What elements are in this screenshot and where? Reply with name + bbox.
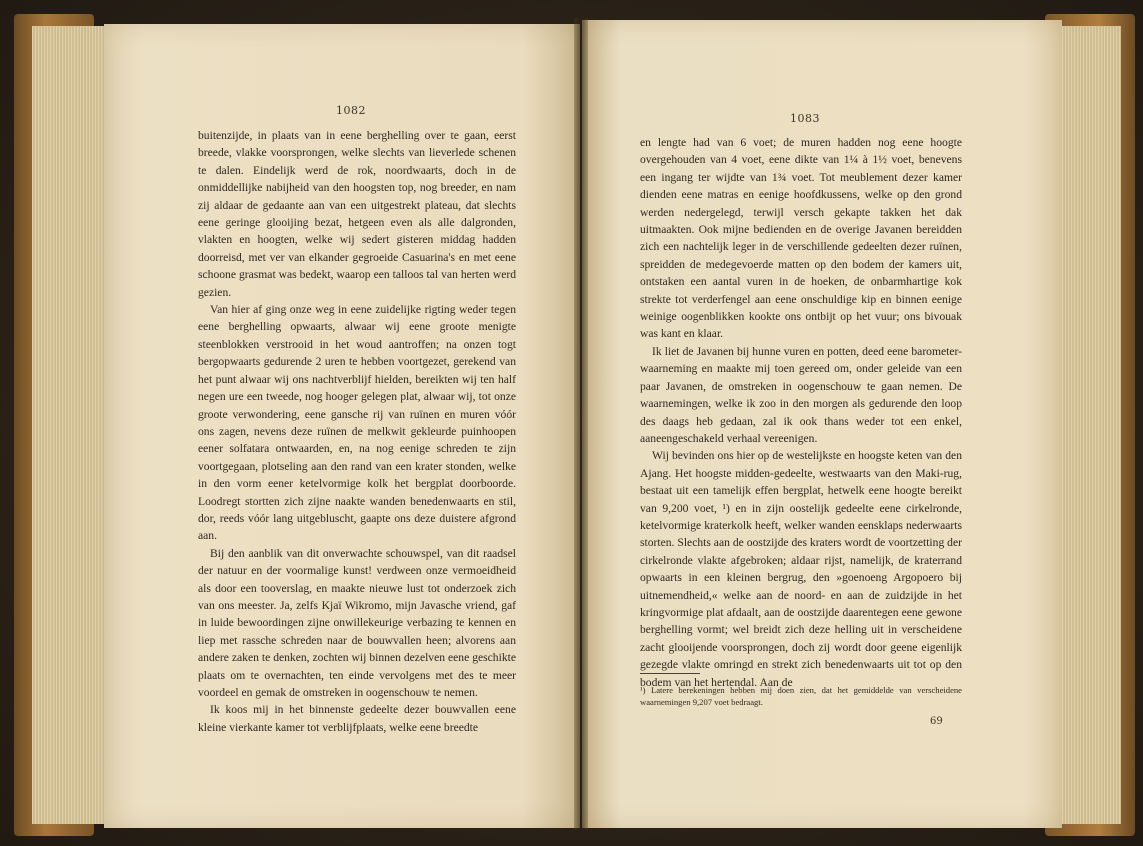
right-page-edges [1059, 26, 1121, 824]
left-page-text [198, 127, 516, 736]
right-page-text [640, 134, 962, 691]
paragraph: en lengte had van 6 voet; de muren hadden nog eene hoogte overgehouden van 4 voet, eene dikte van 1¼ à 1½ voet, benevens een ingang ter wijdte van 1¾ voet. Tot meublement dezer kamer dienden eene matras en eenige hoofdkussens, welke op den grond werden nedergelegd, terwijl versch gekapte takken het dak uitmaakten. Ook mijne bedienden en de overige Javanen bereidden zich een nachtelijk leger in de verschillende gedeelten dezer ruïnen, spreidden de medegevoerde matten op den bodem der kamers uit, ontstaken een aantal vuren in de hoeken, de onbarmhartige kok strekte tot verderfengel aan eene onschuldige kip en binnen eenige weinige oogenblikken kookte ons ontbijt op het vuur; ons bivouak was kant en klaar. [640, 136, 962, 341]
paragraph: Ik liet de Javanen bij hunne vuren en potten, deed eene barometer-waarneming en maakte mij toen gereed om, onder geleide van een paar Javanen, de omstreken in oogenschouw te gaan nemen. De waarnemingen, welke ik zoo in den morgen als gedurende den loop des daags heb gedaan, zal ik ook thans weder tot een enkel, aaneengeschakeld verhaal vereenigen. [640, 344, 962, 445]
footnote-rule [640, 673, 700, 674]
paragraph: Bij den aanblik van dit onverwachte schouwspel, van dit raadsel der natuur en der voormalige kunst! verdween onze vermoeidheid als door een tooverslag, en maakte nieuwe lust tot onderzoek zich van ons meester. Ja, zelfs Kjaï Wikromo, mijn Javasche vriend, gaf in luide bewoordingen zijne onwillekeurige verbazing te kennen en liep met rassche schreden naar de bouwvallen heen; alvorens aan andere zaken te denken, zochten wij binnen dezelven eene geschikte plaats om te overnachten, ten einde vervolgens met des te meer voordeel en gemak de omstreken in oogenschouw te nemen. [198, 546, 516, 699]
book-gutter [574, 18, 588, 830]
left-page-edges [32, 26, 108, 824]
paragraph: Wij bevinden ons hier op de westelijkste en hoogste keten van den Ajang. Het hoogste midden-gedeelte, westwaarts van den Maki-rug, bestaat uit een tamelijk effen bergplat, hetwelk eene hoogte bereikt van 9,200 voet, ¹) en in zijn oostelijk gedeelte eene cirkelronde, ketelvormige kraterkolk heeft, welker wanden eensklaps nederwaarts storten. Slechts aan de oostzijde des kraters wordt de voortzetting der cirkelronde vlakte afgebroken; aldaar rijst, namelijk, de kraterrand opwaarts in een kleinen bergrug, den »goenoeng Argopoero bij uitnemendheid,« welke aan de noord- en aan de zuidzijde in het kringvormige plat afdaalt, aan de oostzijde daarentegen eene gewone berghelling vormt; wel breidt zich deze helling uit in verscheidene zacht glooijende voorsprongen, doch zij wordt door geene eigenlijk gezegde vlakte omringd en strekt zich benedenwaarts uit tot op den bodem van het hertendal. Aan de [640, 449, 962, 689]
right-page-number: 1083 [790, 112, 820, 125]
left-page-number: 1082 [336, 104, 366, 117]
signature-mark: 69 [930, 716, 943, 727]
paragraph: Ik koos mij in het binnenste gedeelte dezer bouwvallen eene kleine vierkante kamer tot verblijfplaats, welke eene breedte [198, 703, 516, 734]
paragraph: buitenzijde, in plaats van in eene berghelling over te gaan, eerst breede, vlakke voorsprongen, welke slechts van lieverlede schenen te dalen. Eindelijk werd de rok, noordwaarts, doch in de onmiddellijke nabijheid van den hoogsten top, nog breeder, en nam zij aldaar de gedaante aan van een uitgestrekt plateau, dat slechts eene geringe glooijing bezat, hetgeen even als alle dalgronden, vlakten en hoogten, welke wij sedert gisteren middag hadden doorreisd, met ver van elkander gegroeide Casuarina's en met eene schoone grasmat was bedekt, waarop een talloos tal van herten werd gezien. [198, 129, 516, 299]
paragraph: Van hier af ging onze weg in eene zuidelijke rigting weder tegen eene berghelling opwaarts, alwaar wij eene groote menigte steenblokken verstrooid in het woud aantroffen; na onzen togt bergopwaarts gedurende 2 uren te hebben voortgezet, gerekend van het punt alwaar wij ons nachtverblijf hielden, bereikten wij ten half negen ure een tweede, nog hooger gelegen plat, alwaar wij, tot onze groote verwondering, eene gansche rij van ruïnen en muren vóór ons zagen, nevens deze ruïnen de melkwit gekleurde puinhoopen eener solfatara ontwaarden, en, na nog eenige schreden te zijn voortgegaan, plotseling aan den rand van een krater stonden, welke in den vorm eener ketelvormige kolk het bergplat doorboorde. Loodregt stortten zich zijne naakte wanden benedenwaarts en stil, dor, reeds vóór lang uitgebluscht, gaapte ons deze duistere afgrond aan. [198, 303, 516, 543]
footnote: ¹) Latere berekeningen hebben mij doen zien, dat het gemiddelde van verscheidene waarnemingen 9,207 voet bedraagt. [640, 685, 962, 707]
